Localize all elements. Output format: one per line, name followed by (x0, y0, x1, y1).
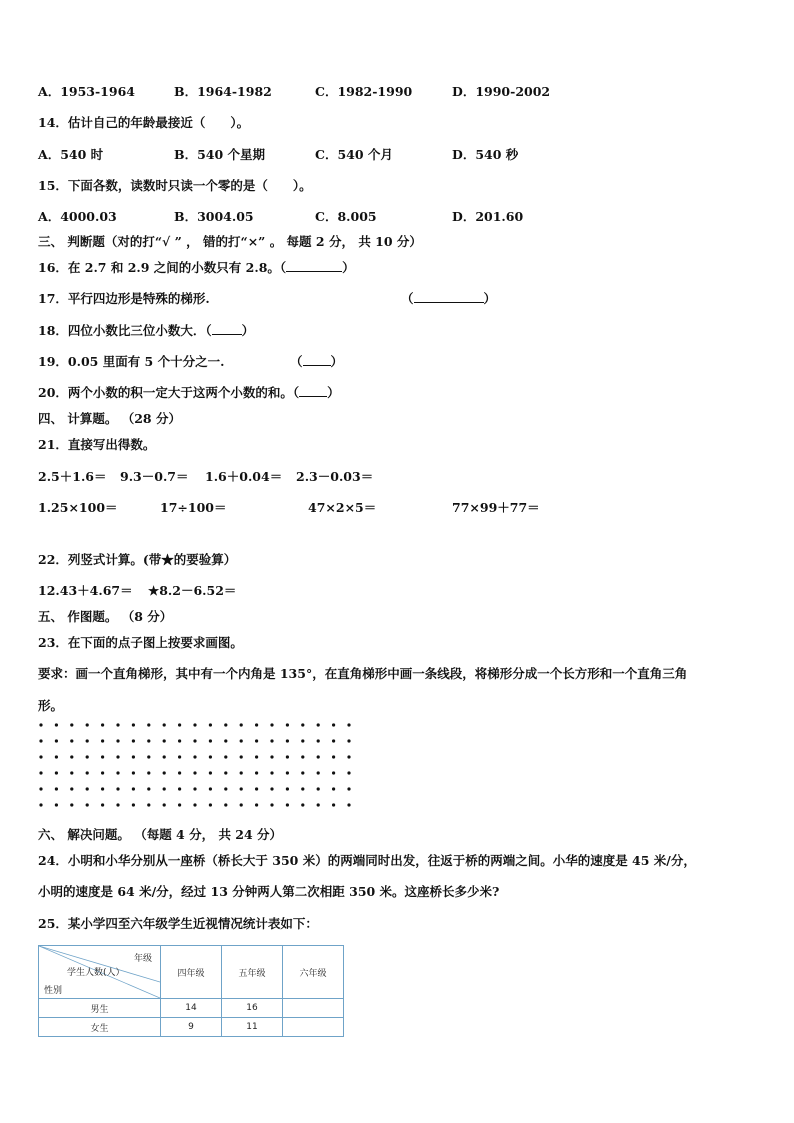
q20-answer-blank[interactable] (299, 385, 327, 397)
q21-stem: 21．直接写出得数。 (38, 437, 156, 452)
table-row (39, 999, 344, 1018)
grid-dot[interactable] (55, 803, 58, 806)
grid-dot[interactable] (39, 771, 42, 774)
q13-option-a: A．1953-1964 (38, 84, 135, 99)
q20-close: ） (327, 385, 340, 400)
grid-dot[interactable] (332, 803, 335, 806)
q14-option-c: C．540 个月 (315, 147, 393, 162)
grid-dot[interactable] (55, 739, 58, 742)
grid-dot[interactable] (132, 723, 135, 726)
q15-option-a: A．4000.03 (38, 209, 117, 224)
q23-requirement-line-2: 形。 (38, 698, 64, 713)
grid-dot[interactable] (255, 803, 258, 806)
grid-dot[interactable] (347, 739, 350, 742)
q19-close: ） (330, 354, 344, 369)
q19-open: （ (290, 354, 303, 369)
grid-dot[interactable] (301, 723, 304, 726)
grid-dot[interactable] (209, 803, 212, 806)
grid-dot[interactable] (347, 787, 350, 790)
q21-item-2: 9.3－0.7＝ (120, 469, 189, 484)
grid-dot[interactable] (193, 739, 196, 742)
grid-dot[interactable] (224, 771, 227, 774)
dot-grid[interactable] (38, 722, 354, 820)
grid-dot[interactable] (147, 755, 150, 758)
grid-dot[interactable] (270, 723, 273, 726)
grid-dot[interactable] (301, 755, 304, 758)
grid-dot[interactable] (193, 755, 196, 758)
grid-dot[interactable] (55, 771, 58, 774)
q17-text: 17．平行四边形是特殊的梯形. (38, 291, 210, 306)
grid-dot[interactable] (317, 803, 320, 806)
grid-dot[interactable] (240, 723, 243, 726)
grid-dot[interactable] (270, 771, 273, 774)
grid-dot[interactable] (55, 787, 58, 790)
q20-text: 20．两个小数的积一定大于这两个小数的和。（ (38, 385, 300, 400)
grid-dot[interactable] (209, 787, 212, 790)
grid-dot[interactable] (39, 787, 42, 790)
table-row (39, 1018, 344, 1037)
grid-dot[interactable] (178, 723, 181, 726)
grid-dot[interactable] (163, 771, 166, 774)
grid-dot[interactable] (116, 723, 119, 726)
grid-dot[interactable] (317, 739, 320, 742)
grid-dot[interactable] (39, 723, 42, 726)
grid-dot[interactable] (132, 739, 135, 742)
grid-dot[interactable] (332, 771, 335, 774)
q19-text: 19．0.05 里面有 5 个十分之一. (38, 354, 225, 369)
cell-girls-grade-6[interactable] (283, 1018, 344, 1037)
grid-dot[interactable] (39, 739, 42, 742)
q16 (38, 260, 355, 276)
grid-dot[interactable] (101, 787, 104, 790)
grid-dot[interactable] (347, 771, 350, 774)
grid-dot[interactable] (147, 739, 150, 742)
grid-dot[interactable] (163, 787, 166, 790)
grid-dot[interactable] (255, 755, 258, 758)
q17 (38, 291, 497, 307)
grid-dot[interactable] (116, 803, 119, 806)
header-gender-label: 性别 (44, 986, 63, 996)
q22-item-2: ★8.2－6.52＝ (148, 583, 237, 598)
grid-dot[interactable] (270, 739, 273, 742)
q13-option-d: D．1990-2002 (452, 84, 551, 99)
grid-dot[interactable] (332, 787, 335, 790)
grid-dot[interactable] (224, 803, 227, 806)
grid-dot[interactable] (193, 723, 196, 726)
q15-option-d: D．201.60 (452, 209, 524, 224)
grid-dot[interactable] (178, 739, 181, 742)
grid-dot[interactable] (224, 755, 227, 758)
q20 (38, 385, 340, 401)
grid-dot[interactable] (347, 723, 350, 726)
column-header-grade-5: 五年级 (222, 946, 283, 999)
grid-dot[interactable] (255, 739, 258, 742)
grid-dot[interactable] (317, 787, 320, 790)
q13-option-c: C．1982-1990 (315, 84, 413, 99)
grid-dot[interactable] (286, 803, 289, 806)
q24-line-1: 24．小明和小华分别从一座桥（桥长大于 350 米）的两端同时出发，往返于桥的两端之间。小华的速度是 45 米/分， (38, 853, 696, 868)
grid-dot[interactable] (39, 803, 42, 806)
q21-item-8: 77×99＋77＝ (452, 500, 540, 515)
q21-item-1: 2.5＋1.6＝ (38, 469, 107, 484)
grid-dot[interactable] (255, 771, 258, 774)
header-grade-label: 年级 (133, 954, 152, 964)
grid-dot[interactable] (55, 723, 58, 726)
grid-dot[interactable] (178, 803, 181, 806)
grid-dot[interactable] (286, 739, 289, 742)
grid-dot[interactable] (224, 739, 227, 742)
grid-dot[interactable] (347, 803, 350, 806)
q21-item-5: 1.25×100＝ (38, 500, 118, 515)
grid-dot[interactable] (301, 787, 304, 790)
q18-close: ） (241, 323, 255, 338)
grid-dot[interactable] (101, 803, 104, 806)
grid-dot[interactable] (132, 771, 135, 774)
q16-text: 16．在 2.7 和 2.9 之间的小数只有 2.8。（ (38, 260, 287, 275)
grid-dot[interactable] (286, 755, 289, 758)
section-6-heading: 六、 解决问题。 （每题 4 分， 共 24 分） (38, 827, 283, 842)
q23-requirement-line-1: 要求：画一个直角梯形，其中有一个内角是 135°，在直角梯形中画一条线段，将梯形分成一个长方形和一个直角三角 (38, 666, 688, 681)
row-label-boys: 男生 (39, 999, 161, 1018)
grid-dot[interactable] (147, 787, 150, 790)
grid-dot[interactable] (240, 739, 243, 742)
grid-dot[interactable] (70, 803, 73, 806)
section-5-heading: 五、 作图题。 （8 分） (38, 609, 173, 624)
q21-item-4: 2.3－0.03＝ (296, 469, 374, 484)
grid-dot[interactable] (240, 803, 243, 806)
cell-girls-grade-5: 11 (222, 1018, 283, 1037)
grid-dot[interactable] (116, 739, 119, 742)
q17-open: （ (401, 291, 414, 306)
grid-dot[interactable] (101, 755, 104, 758)
cell-boys-grade-6[interactable] (283, 999, 344, 1018)
grid-dot[interactable] (209, 771, 212, 774)
grid-dot[interactable] (209, 739, 212, 742)
myopia-statistics-table (38, 945, 344, 1037)
q22-stem: 22．列竖式计算。(带★的要验算） (38, 552, 237, 567)
grid-dot[interactable] (163, 803, 166, 806)
cell-girls-grade-4: 9 (161, 1018, 222, 1037)
column-header-grade-6: 六年级 (283, 946, 344, 999)
q14-option-a: A．540 时 (38, 147, 104, 162)
q19-answer (290, 354, 343, 370)
grid-dot[interactable] (178, 771, 181, 774)
q15-option-b: B．3004.05 (174, 209, 254, 224)
q23-stem: 23．在下面的点子图上按要求画图。 (38, 635, 243, 650)
grid-dot[interactable] (301, 739, 304, 742)
grid-dot[interactable] (178, 755, 181, 758)
grid-dot[interactable] (332, 723, 335, 726)
grid-dot[interactable] (270, 803, 273, 806)
grid-dot[interactable] (347, 755, 350, 758)
grid-dot[interactable] (86, 787, 89, 790)
grid-dot[interactable] (240, 771, 243, 774)
grid-dot[interactable] (132, 803, 135, 806)
q15-stem: 15．下面各数，读数时只读一个零的是（ ）。 (38, 178, 312, 193)
grid-dot[interactable] (70, 723, 73, 726)
grid-dot[interactable] (70, 739, 73, 742)
section-3-heading: 三、 判断题（对的打“√ ” ， 错的打“×” 。 每题 2 分， 共 10 分） (38, 234, 422, 249)
section-4-heading: 四、 计算题。 （28 分） (38, 411, 181, 426)
grid-dot[interactable] (286, 723, 289, 726)
q15-option-c: C．8.005 (315, 209, 377, 224)
q18-answer-blank[interactable] (212, 323, 242, 335)
grid-dot[interactable] (178, 787, 181, 790)
q17-answer-blank[interactable] (414, 291, 484, 303)
table-header-row (39, 946, 344, 999)
row-label-girls: 女生 (39, 1018, 161, 1037)
grid-dot[interactable] (286, 787, 289, 790)
grid-dot[interactable] (86, 771, 89, 774)
grid-dot[interactable] (163, 739, 166, 742)
q21-item-6: 17÷100＝ (160, 500, 227, 515)
grid-dot[interactable] (163, 723, 166, 726)
grid-dot[interactable] (70, 771, 73, 774)
grid-dot[interactable] (224, 723, 227, 726)
q16-answer-blank[interactable] (286, 260, 342, 272)
grid-dot[interactable] (286, 771, 289, 774)
grid-dot[interactable] (86, 803, 89, 806)
grid-dot[interactable] (317, 755, 320, 758)
grid-dot[interactable] (255, 787, 258, 790)
grid-dot[interactable] (147, 803, 150, 806)
grid-dot[interactable] (86, 739, 89, 742)
q13-option-b: B．1964-1982 (174, 84, 272, 99)
q21-item-7: 47×2×5＝ (308, 500, 377, 515)
grid-dot[interactable] (240, 787, 243, 790)
q16-close: ） (342, 260, 355, 275)
grid-dot[interactable] (193, 771, 196, 774)
grid-dot[interactable] (209, 723, 212, 726)
grid-dot[interactable] (301, 771, 304, 774)
q17-close: ） (483, 291, 497, 306)
grid-dot[interactable] (255, 723, 258, 726)
q14-option-d: D．540 秒 (452, 147, 519, 162)
grid-dot[interactable] (332, 755, 335, 758)
grid-dot[interactable] (116, 755, 119, 758)
grid-dot[interactable] (193, 803, 196, 806)
grid-dot[interactable] (147, 771, 150, 774)
grid-dot[interactable] (116, 771, 119, 774)
q21-item-3: 1.6＋0.04＝ (205, 469, 283, 484)
grid-dot[interactable] (147, 723, 150, 726)
grid-dot[interactable] (163, 755, 166, 758)
grid-dot[interactable] (270, 755, 273, 758)
header-count-label: 学生人数(人） (67, 968, 125, 978)
grid-dot[interactable] (209, 755, 212, 758)
q17-answer (401, 291, 496, 307)
grid-dot[interactable] (86, 723, 89, 726)
table-diagonal-header (39, 946, 161, 999)
grid-dot[interactable] (132, 755, 135, 758)
q14-stem: 14．估计自己的年龄最接近（ ）。 (38, 115, 250, 130)
grid-dot[interactable] (317, 723, 320, 726)
grid-dot[interactable] (70, 787, 73, 790)
q18 (38, 323, 254, 339)
grid-dot[interactable] (132, 787, 135, 790)
q19 (38, 354, 344, 370)
grid-dot[interactable] (270, 787, 273, 790)
q19-answer-blank[interactable] (303, 354, 331, 366)
grid-dot[interactable] (240, 755, 243, 758)
q22-item-1: 12.43＋4.67＝ (38, 583, 133, 598)
grid-dot[interactable] (301, 803, 304, 806)
q18-text: 18．四位小数比三位小数大．（ (38, 323, 212, 338)
cell-boys-grade-5: 16 (222, 999, 283, 1018)
grid-dot[interactable] (86, 755, 89, 758)
grid-dot[interactable] (101, 739, 104, 742)
grid-dot[interactable] (116, 787, 119, 790)
grid-dot[interactable] (101, 723, 104, 726)
q14-option-b: B．540 个星期 (174, 147, 266, 162)
grid-dot[interactable] (332, 739, 335, 742)
grid-dot[interactable] (55, 755, 58, 758)
grid-dot[interactable] (70, 755, 73, 758)
column-header-grade-4: 四年级 (161, 946, 222, 999)
q25-stem: 25．某小学四至六年级学生近视情况统计表如下： (38, 916, 318, 931)
q24-line-2: 小明的速度是 64 米/分，经过 13 分钟两人第二次相距 350 米。这座桥长多少米? (38, 884, 500, 899)
grid-dot[interactable] (193, 787, 196, 790)
grid-dot[interactable] (101, 771, 104, 774)
cell-boys-grade-4: 14 (161, 999, 222, 1018)
grid-dot[interactable] (39, 755, 42, 758)
grid-dot[interactable] (224, 787, 227, 790)
grid-dot[interactable] (317, 771, 320, 774)
